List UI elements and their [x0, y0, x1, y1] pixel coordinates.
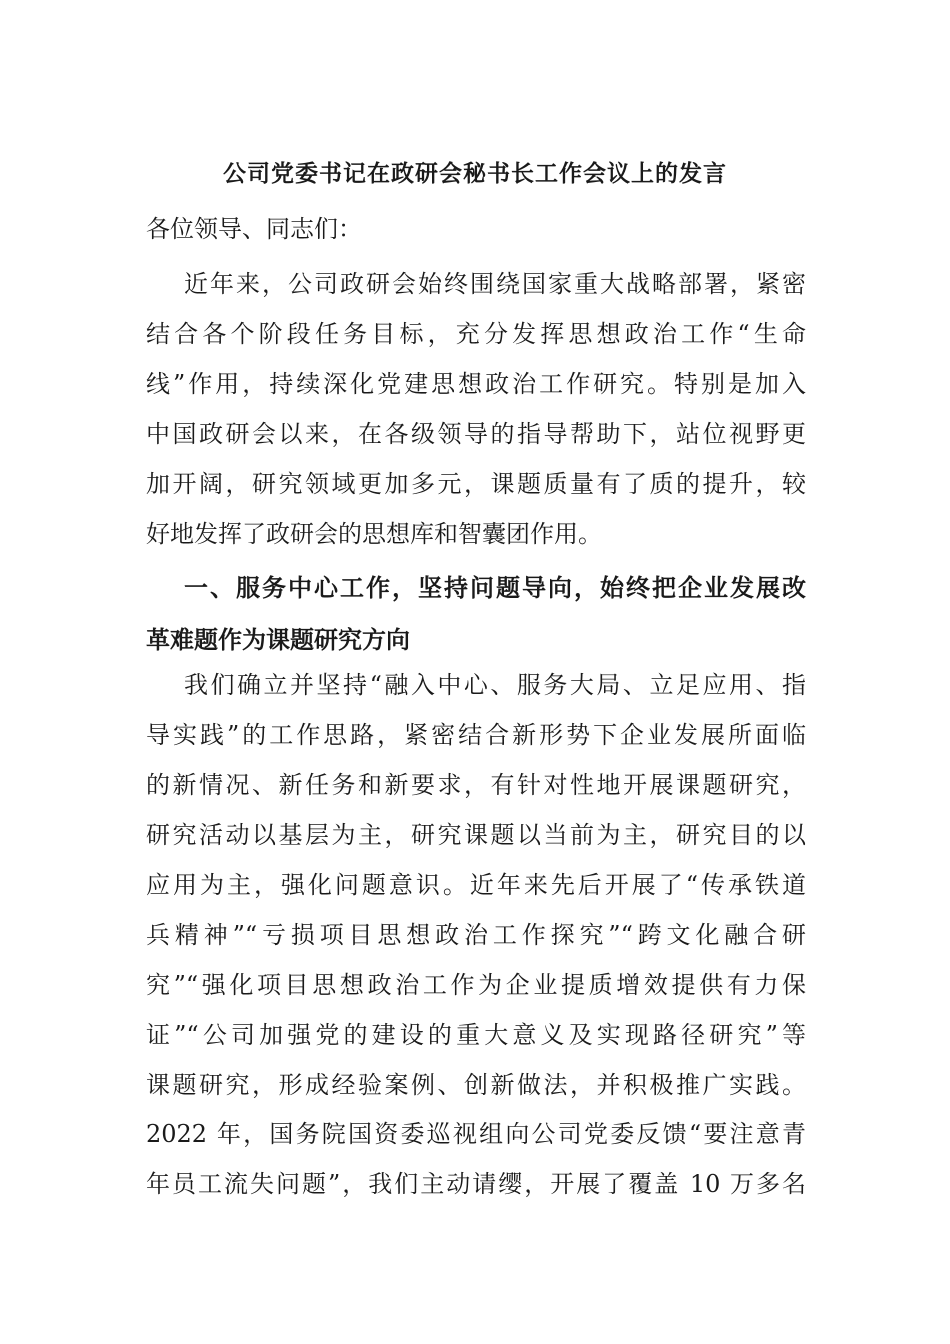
paragraph-line: 研究活动以基层为主，研究课题以当前为主，研究目的以: [146, 821, 806, 849]
paragraph-line: 究”“强化项目思想政治工作为企业提质增效提供有力保: [146, 971, 806, 999]
paragraph-line: 导实践”的工作思路，紧密结合新形势下企业发展所面临: [146, 721, 806, 749]
paragraph-line: 中国政研会以来，在各级领导的指导帮助下，站位视野更: [146, 420, 806, 448]
document-title: 公司党委书记在政研会秘书长工作会议上的发言: [223, 160, 727, 187]
paragraph-line: 加开阔，研究领域更加多元，课题质量有了质的提升，较: [146, 470, 806, 498]
paragraph-line: 好地发挥了政研会的思想库和智囊团作用。: [146, 520, 602, 548]
paragraph-line: 的新情况、新任务和新要求，有针对性地开展课题研究，: [146, 771, 806, 799]
paragraph-line: 课题研究，形成经验案例、创新做法，并积极推广实践。: [146, 1071, 806, 1099]
section-heading-line: 革难题作为课题研究方向: [146, 625, 410, 654]
paragraph-line: 兵精神”“亏损项目思想政治工作探究”“跨文化融合研: [146, 921, 806, 949]
paragraph-line: 2022 年，国务院国资委巡视组向公司党委反馈“要注意青: [146, 1120, 806, 1148]
paragraph-line: 证”“公司加强党的建设的重大意义及实现路径研究”等: [146, 1021, 806, 1049]
paragraph-line: 我们确立并坚持“融入中心、服务大局、立足应用、指: [184, 671, 806, 699]
paragraph-line: 近年来，公司政研会始终围绕国家重大战略部署，紧密: [184, 270, 806, 298]
paragraph-line: 线”作用，持续深化党建思想政治工作研究。特别是加入: [146, 370, 806, 398]
paragraph-line: 年员工流失问题”，我们主动请缨，开展了覆盖 10 万多名: [146, 1170, 806, 1198]
paragraph-line: 应用为主，强化问题意识。近年来先后开展了“传承铁道: [146, 871, 806, 899]
paragraph-line: 结合各个阶段任务目标，充分发挥思想政治工作“生命: [146, 320, 806, 348]
section-heading-line: 一、服务中心工作，坚持问题导向，始终把企业发展改: [184, 573, 806, 602]
paragraph-line: 各位领导、同志们：: [146, 215, 362, 243]
